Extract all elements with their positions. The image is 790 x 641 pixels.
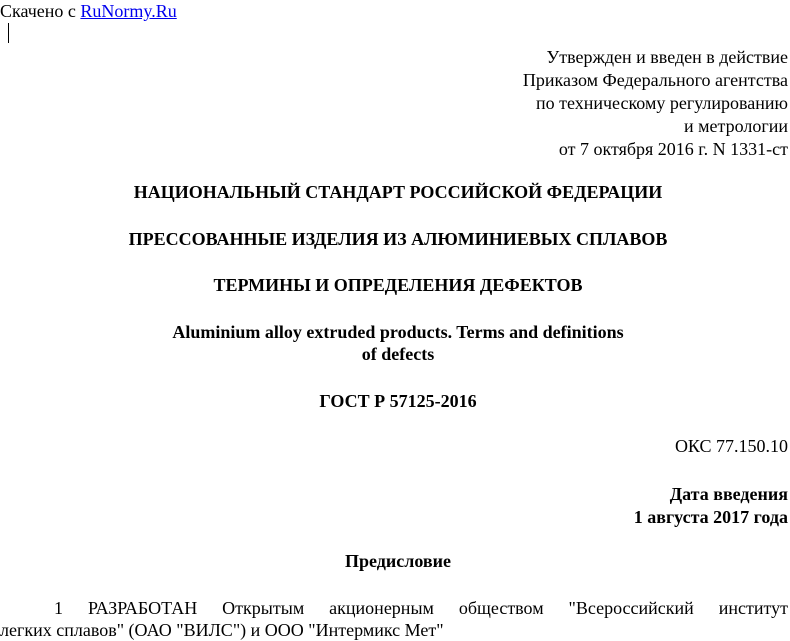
approval-line: от 7 октября 2016 г. N 1331-ст [558,139,788,159]
english-title-line2: of defects [361,344,435,364]
introduction-date-label: Дата введения [669,484,788,504]
foreword-heading: Предисловие [345,551,451,571]
approval-line: Приказом Федерального агентства [522,70,788,90]
gost-number: ГОСТ Р 57125-2016 [319,391,477,411]
standard-type-heading: НАЦИОНАЛЬНЫЙ СТАНДАРТ РОССИЙСКОЙ ФЕДЕРАЦИИ [133,182,663,202]
runormy-link[interactable]: RuNormy.Ru [80,1,177,21]
paragraph-line: 1 РАЗРАБОТАН Открытым акционерным обществом "Всероссийский институт [54,598,788,618]
approval-line: Утвержден и введен в действие [546,47,788,67]
document-subtitle: ТЕРМИНЫ И ОПРЕДЕЛЕНИЯ ДЕФЕКТОВ [213,275,583,295]
text-cursor [8,23,9,43]
introduction-date-block [634,483,788,529]
document-title: ПРЕССОВАННЫЕ ИЗДЕЛИЯ ИЗ АЛЮМИНИЕВЫХ СПЛАВОВ [128,229,668,249]
english-title [0,321,790,365]
english-title-line1: Aluminium alloy extruded products. Terms and definitions [172,322,624,342]
introduction-date-value: 1 августа 2017 года [633,507,788,527]
foreword-paragraph [0,597,788,641]
oks-code: ОКС 77.150.10 [674,436,788,456]
approval-block [523,46,788,161]
approval-line: по техническому регулированию [535,93,788,113]
source-prefix: Скачено с [0,1,81,21]
source-line [0,0,177,22]
approval-line: и метрологии [684,116,788,136]
paragraph-line: легких сплавов" (ОАО "ВИЛС") и ООО "Интермикс Мет" [0,620,444,640]
